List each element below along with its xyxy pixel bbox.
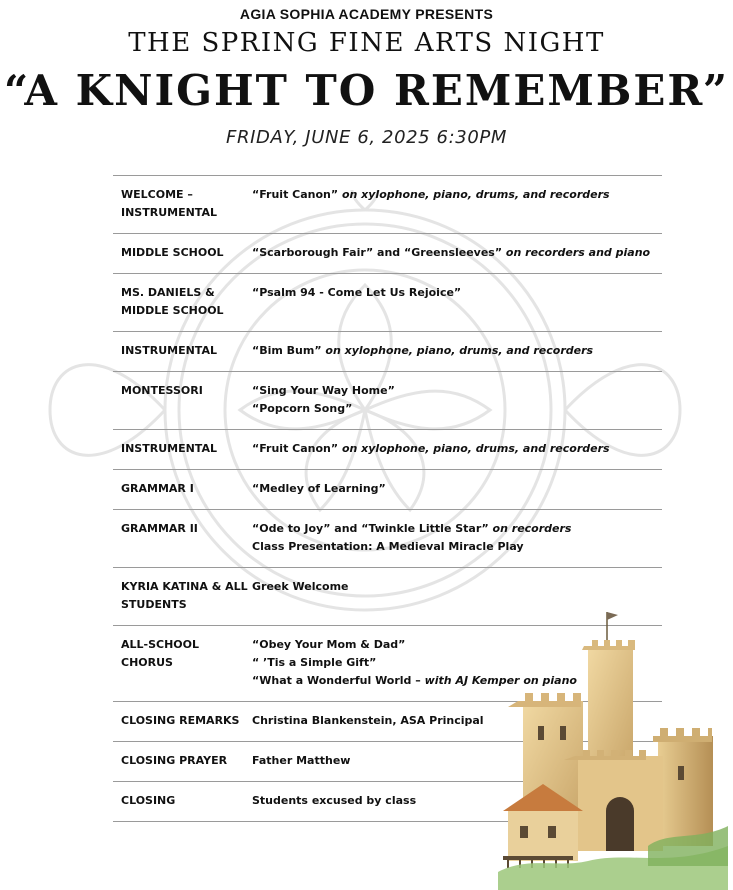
program-row <box>113 430 662 470</box>
performer-name: INSTRUMENTAL <box>121 442 217 455</box>
performer-name: GRAMMAR I <box>121 482 194 495</box>
performer-name: CLOSING <box>121 794 176 807</box>
piece-title: “Bim Bum” <box>252 344 322 357</box>
performer-name: WELCOME – INSTRUMENTAL <box>121 188 217 219</box>
performance-line <box>252 244 662 262</box>
instrument-note: with AJ Kemper on piano <box>420 674 577 687</box>
piece-title: “Scarborough Fair” and “Greensleeves” <box>252 246 503 259</box>
presenter-line: AGIA SOPHIA ACADEMY PRESENTS <box>239 6 494 22</box>
program-row <box>113 332 662 372</box>
performer-name: MS. DANIELS & MIDDLE SCHOOL <box>121 286 224 317</box>
event-theme-title: “A KNIGHT TO REMEMBER” <box>3 66 729 115</box>
performance-line <box>252 538 662 556</box>
instrument-note: on xylophone, piano, drums, and recorders <box>338 442 610 455</box>
piece-title: Christina Blankenstein, ASA Principal <box>252 714 484 727</box>
program-row <box>113 372 662 430</box>
event-date: FRIDAY, JUNE 6, 2025 6:30PM <box>226 127 507 148</box>
performer-name: GRAMMAR II <box>121 522 198 535</box>
performer-name: CLOSING REMARKS <box>121 714 240 727</box>
instrument-note: on recorders and piano <box>502 246 651 259</box>
piece-title: Class Presentation: A Medieval Miracle Play <box>252 540 524 553</box>
event-title: THE SPRING FINE ARTS NIGHT <box>128 28 605 58</box>
program-row <box>113 234 662 274</box>
performer-name: KYRIA KATINA & ALL STUDENTS <box>121 580 248 611</box>
performance-line <box>252 342 662 360</box>
performer-name: ALL-SCHOOL CHORUS <box>121 638 200 669</box>
piece-title: “Obey Your Mom & Dad” <box>252 638 406 651</box>
performance-details <box>252 440 662 469</box>
piece-title: “Fruit Canon” <box>252 188 339 201</box>
piece-title: “What a Wonderful World – <box>252 674 421 687</box>
performance-line <box>252 400 662 418</box>
performance-line <box>252 480 662 498</box>
instrument-note: on xylophone, piano, drums, and recorders <box>321 344 594 357</box>
performance-details <box>252 342 662 371</box>
performance-details <box>252 520 662 567</box>
piece-title: “Popcorn Song” <box>252 402 353 415</box>
performer-name: CLOSING PRAYER <box>121 754 228 767</box>
piece-title: “Fruit Canon” <box>252 442 339 455</box>
performance-line <box>252 440 662 458</box>
piece-title: Students excused by class <box>252 794 417 807</box>
program-row <box>113 274 662 332</box>
piece-title: Father Matthew <box>252 754 351 767</box>
performance-line <box>252 578 662 596</box>
performer-name: INSTRUMENTAL <box>121 344 217 357</box>
performance-details <box>252 244 662 273</box>
performance-details <box>252 284 662 331</box>
program-row <box>113 510 662 568</box>
performance-details <box>252 186 662 233</box>
instrument-note: on xylophone, piano, drums, and recorders <box>338 188 610 201</box>
piece-title: “ ’Tis a Simple Gift” <box>252 656 377 669</box>
performance-details <box>252 480 662 509</box>
program-row <box>113 470 662 510</box>
performance-line <box>252 284 662 302</box>
performer-name: MONTESSORI <box>121 384 203 397</box>
watercolor-castle-illustration <box>498 606 728 890</box>
performance-line <box>252 186 662 204</box>
piece-title: “Medley of Learning” <box>252 482 386 495</box>
performance-line <box>252 382 662 400</box>
program-row <box>113 176 662 234</box>
performer-name: MIDDLE SCHOOL <box>121 246 224 259</box>
piece-title: “Sing Your Way Home” <box>252 384 395 397</box>
performance-line <box>252 520 662 538</box>
piece-title: “Psalm 94 - Come Let Us Rejoice” <box>252 286 462 299</box>
instrument-note: on recorders <box>488 522 572 535</box>
piece-title: “Ode to Joy” and “Twinkle Little Star” <box>252 522 489 535</box>
piece-title: Greek Welcome <box>252 580 349 593</box>
performance-details <box>252 382 662 429</box>
